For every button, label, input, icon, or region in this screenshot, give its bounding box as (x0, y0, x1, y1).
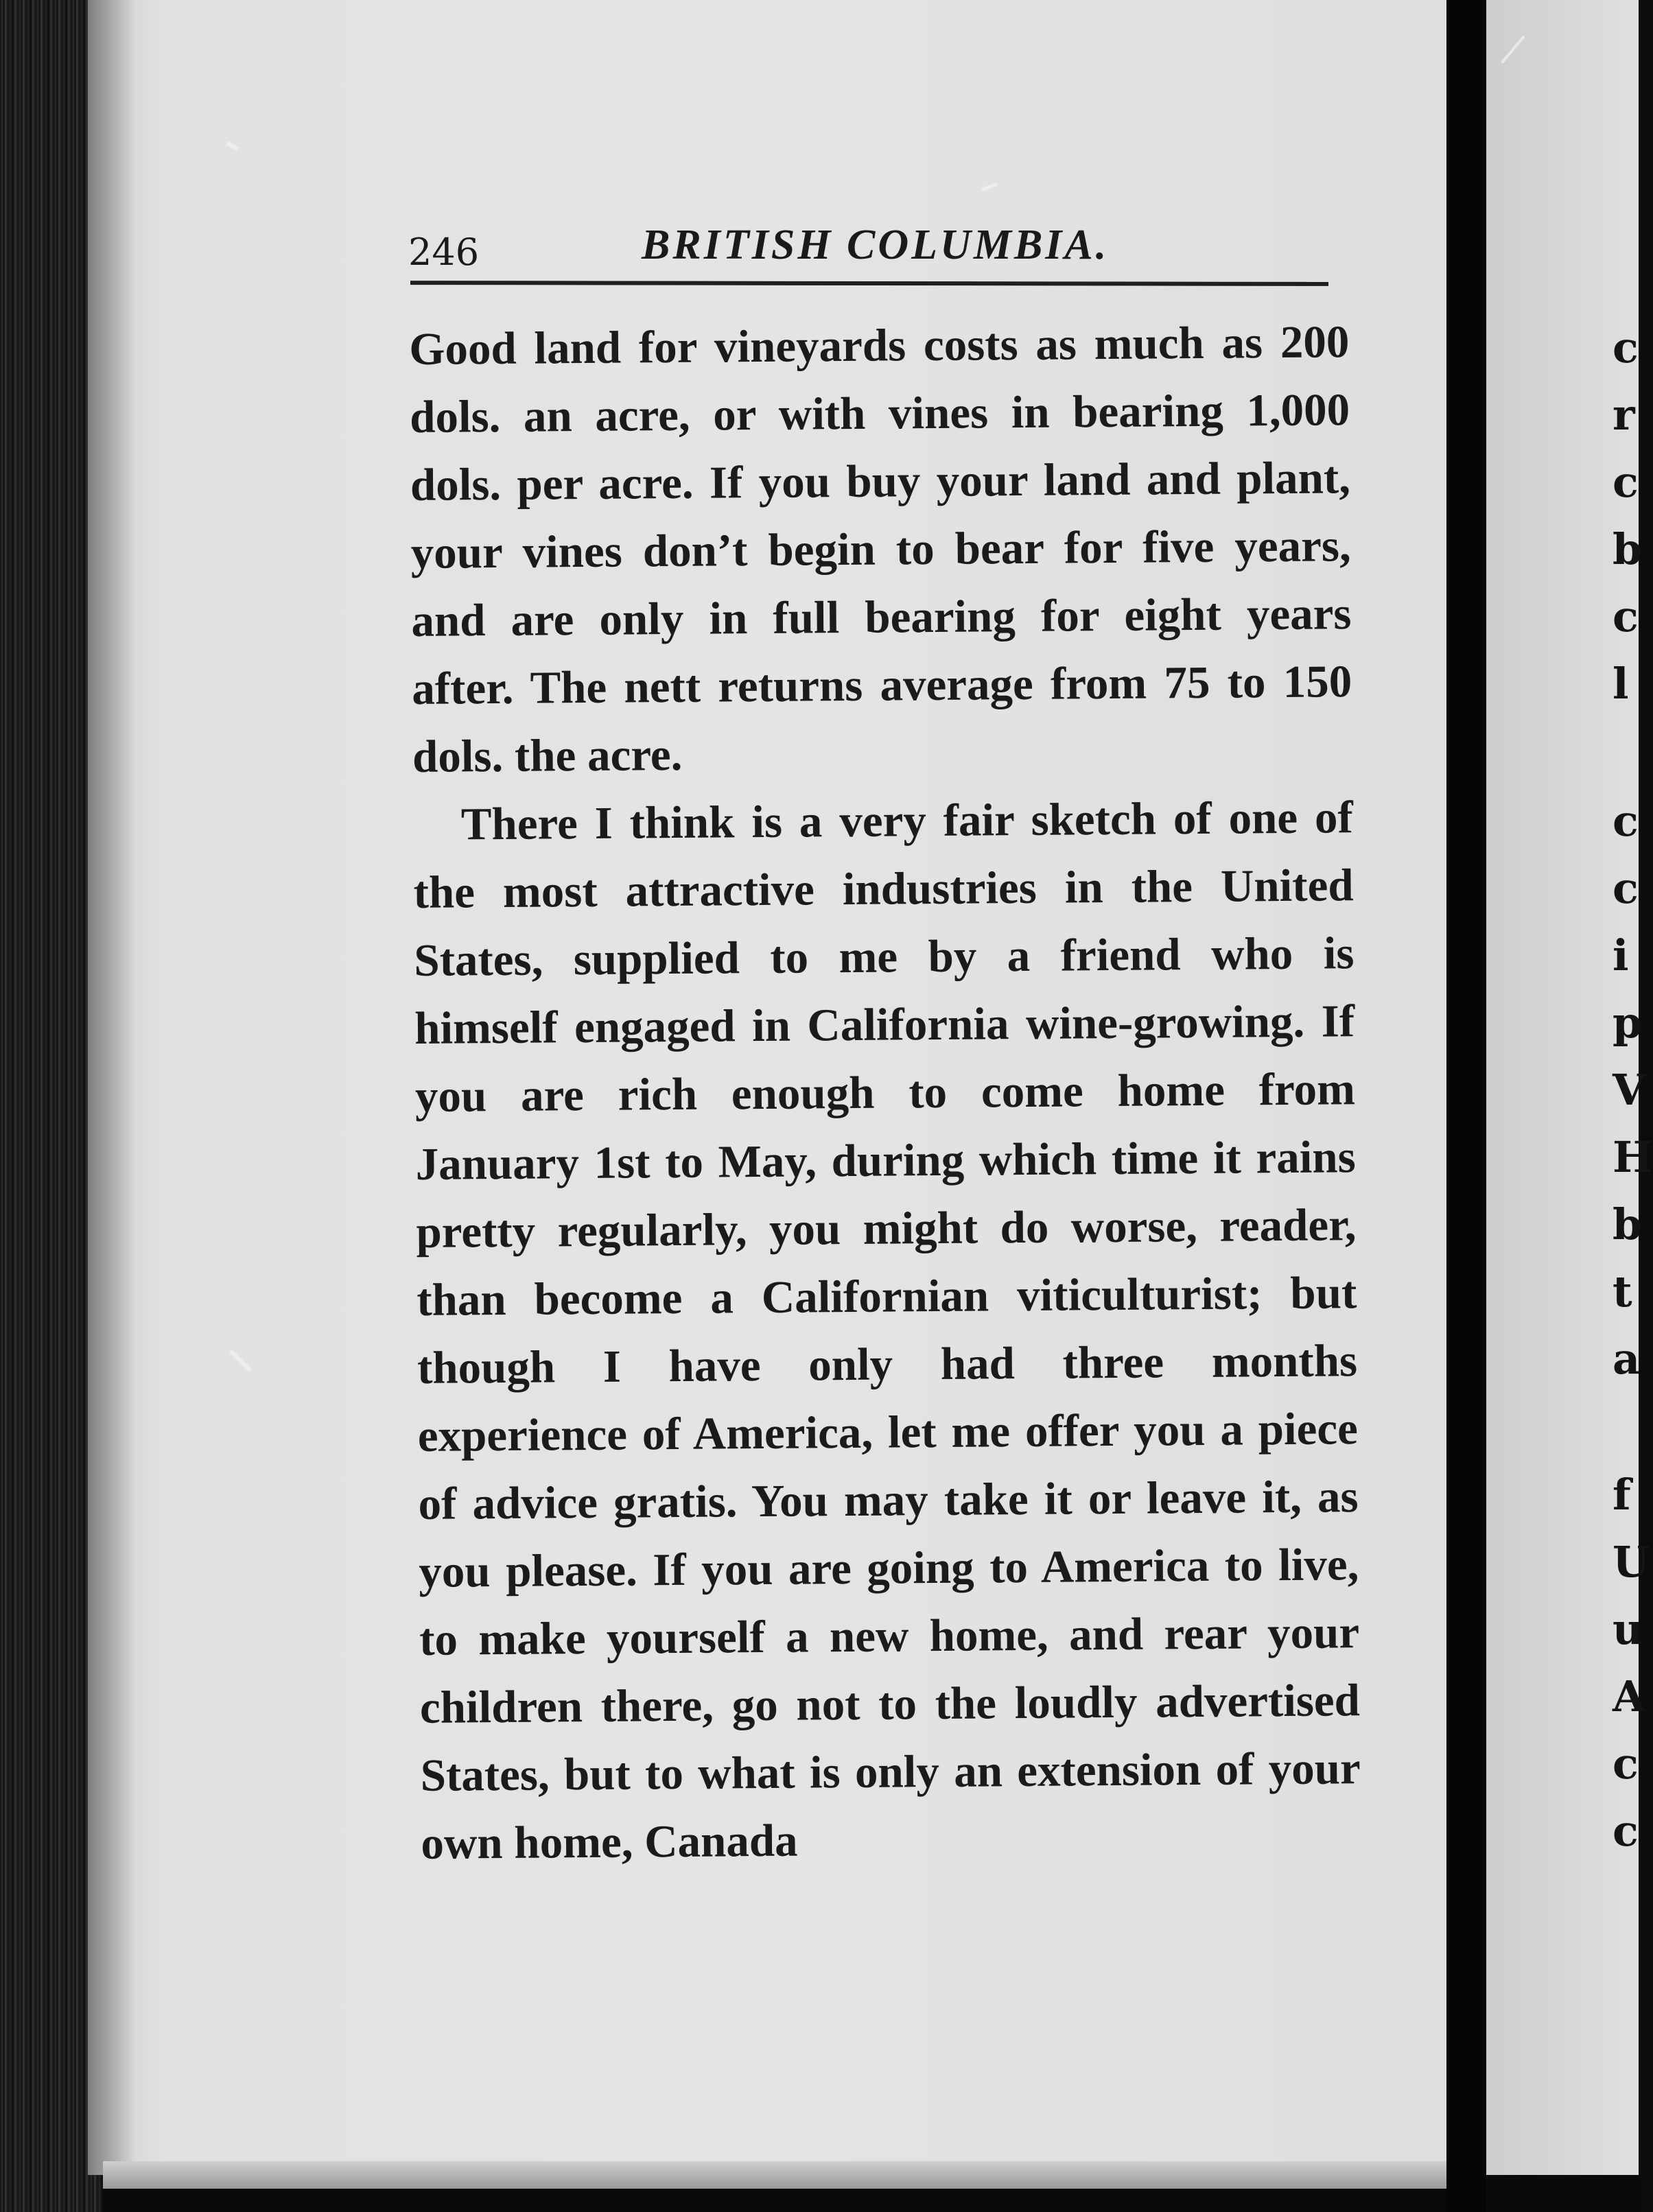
facing-page-fragment: c (1613, 322, 1639, 373)
facing-page-fragment: p (1613, 998, 1643, 1048)
paragraph: Good land for vineyards costs as much as 200 dols. an acre, or with vines in bearing 1,000 dols. per acre. If you buy your land and plant, your vines don’t begin to bear for five years, and are only in full bearing for eight years after. The nett returns average from 75 to 150 dols. the acre. (409, 316, 1352, 782)
facing-page-fragment: V (1613, 1065, 1646, 1115)
facing-page-fragment: U (1613, 1537, 1650, 1587)
facing-page-fragment: b (1613, 1199, 1643, 1249)
facing-page-fragment: H (1613, 1132, 1653, 1182)
facing-page-fragment: t (1613, 1267, 1632, 1317)
page-bottom-edge (103, 2161, 1448, 2189)
running-header (408, 221, 1328, 283)
paragraph: There I think is a very fair sketch of one of the most attractive industries in the United States, supplied to me by a friend who is himself engaged in California wine-growing. If you are rich enough to come home from January 1st to May, during which time it rains pretty regularly, you might do worse, reader, than become a Californian viticulturist; but though I have only had three months experience of America, let me offer you a piece of advice gratis. You may take it or leave it, as you please. If you are going to America to live, to make yourself a new home, and rear your children there, go not to the loudly advertised States, but to what is only an extension of your own home, Canada (413, 792, 1361, 1869)
page-number: 246 (408, 231, 480, 274)
facing-page-fragment: u (1613, 1604, 1644, 1654)
facing-page-fragment: r (1613, 390, 1635, 440)
running-title: BRITISH COLUMBIA. (642, 222, 1110, 268)
facing-page-fragment: b (1613, 524, 1643, 574)
facing-page-fragment: a (1613, 1334, 1641, 1384)
facing-page-fragment: c (1613, 863, 1639, 913)
facing-page-fragment: c (1613, 457, 1639, 507)
facing-page-fragment: c (1613, 591, 1639, 642)
facing-page-fragment: c (1613, 1739, 1639, 1789)
facing-page-fragment: i (1613, 930, 1629, 980)
facing-page-fragment: c (1613, 1806, 1639, 1856)
facing-page-fragment: l (1613, 659, 1629, 709)
facing-page-fragment: f (1613, 1470, 1631, 1520)
book-gutter (1446, 0, 1486, 2212)
body-text (409, 308, 1361, 1878)
facing-page-fragment: c (1613, 796, 1639, 846)
facing-page-fragment: A (1613, 1671, 1646, 1721)
page-shadow (88, 0, 136, 2175)
